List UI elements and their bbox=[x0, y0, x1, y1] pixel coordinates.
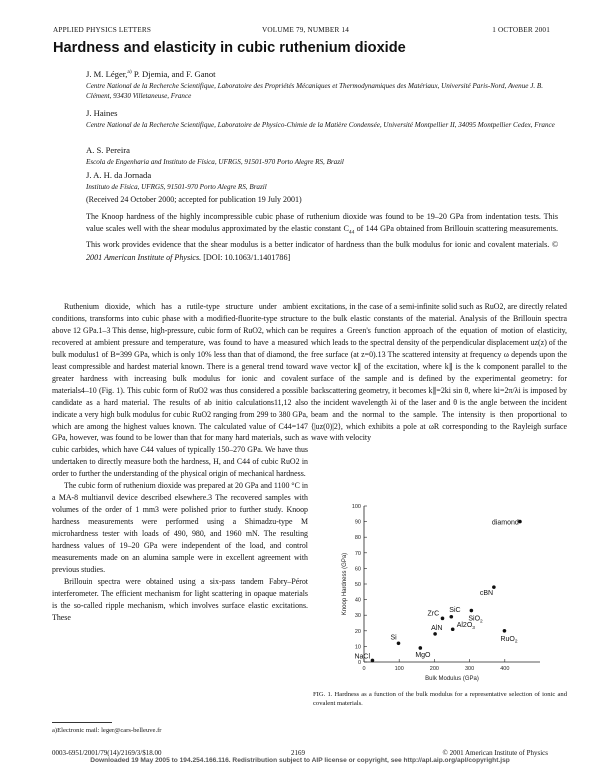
body-paragraph: excitations, in the case of a semi-infinite solid such as RuO2, are directly related to the bulk elastic constants of the material. Analysis of the Brillouin spectra requires a Green's function approach of the equation of motion of elasticity, which leads to the spectral density of the perpendicular displacement uz(z) of the free surface (at z=0).13 The scattered intensity at frequency ω depends upon the wave vector k∥ of the excitation, where k∥ is the k component parallel to the surface of the sample and is defined by the experimental geometry: for backscattering geometry, it becomes k∥=2ki sin θ, where ki=2π/λi is imposed by the incident wavelength λi of the laser and θ is the angle between the incident beam and the normal to the sample. The intensity is then proportional to ⟨|uz(0)|2⟩, which exhibits a pole at ωR corresponding to the Rayleigh surface wave with velocity bbox=[311, 302, 567, 443]
abstract-text-2: of 144 GPa obtained from Brillouin scattering measurements. This work provides evidence that the shear modulus is a better indicator of hardness than the bulk modulus for ionic and covalent materials. bbox=[86, 224, 558, 250]
data-point bbox=[441, 617, 445, 621]
x-tick-label: 300 bbox=[465, 666, 475, 672]
x-tick-label: 400 bbox=[500, 666, 510, 672]
x-tick-label: 100 bbox=[394, 666, 404, 672]
data-point-label: ZrC bbox=[427, 610, 440, 618]
author-line-3: A. S. Pereira bbox=[86, 145, 130, 155]
y-tick-label: 60 bbox=[354, 566, 361, 573]
y-tick-label: 70 bbox=[354, 550, 361, 557]
volume-number: VOLUME 79, NUMBER 14 bbox=[262, 26, 350, 34]
journal-name: APPLIED PHYSICS LETTERS bbox=[53, 26, 152, 34]
y-tick-label: 20 bbox=[354, 628, 361, 635]
y-tick-label: 0 bbox=[357, 660, 361, 666]
affiliation-2: Centre National de la Recherche Scientifique, Laboratoire de Physico-Chimie de la Matière Condensée, Université Montpellier II, 34095 Montpellier Cedex, France bbox=[86, 121, 555, 129]
figure-1-chart bbox=[330, 498, 560, 688]
data-point-label: AlN bbox=[431, 624, 443, 632]
y-tick-label: 90 bbox=[354, 519, 361, 526]
y-tick-label: 100 bbox=[351, 504, 361, 510]
data-point bbox=[371, 659, 375, 663]
author-names-rest: P. Djemia, and F. Ganot bbox=[131, 69, 216, 79]
abstract-copyright: © 2001 American Institute of Physics. bbox=[86, 240, 558, 262]
affiliation-3: Escola de Engenharia and Instituto de Física, UFRGS, 91501-970 Porto Alegre RS, Brazil bbox=[86, 158, 344, 166]
issue-date: 1 OCTOBER 2001 bbox=[492, 26, 550, 34]
body-paragraph: The cubic form of ruthenium dioxide was prepared at 20 GPa and 1100 °C in a MA-8 multianvil device described elsewhere.3 The recovered samples with volumes of the order of 1 mm3 were polished prior to further study. Knoop hardness measurements were performed using a Shimadzu-type M microhardness tester with loads of 490, 980, and 1960 mN. The resulting hardness values of 19–20 GPa were independent of the load, and control measurements made on an alumina sample were in excellent agreement with previous studies. bbox=[52, 481, 308, 574]
y-tick-label: 50 bbox=[354, 582, 361, 588]
issn-code: 0003-6951/2001/79(14)/2169/3/$18.00 bbox=[52, 749, 162, 757]
right-column bbox=[311, 301, 567, 444]
data-point-label: $Al2O_3$ bbox=[456, 622, 475, 632]
author-line-1 bbox=[86, 69, 216, 79]
y-tick-label: 10 bbox=[354, 644, 361, 651]
body-paragraph: Brillouin spectra were obtained using a six-pass tandem Fabry–Pérot interferometer. The efficient mechanism for light scattering in opaque materials is the so-called ripple mechanism, which involves surface elastic excitations. These bbox=[52, 576, 308, 622]
abstract-doi: [DOI: 10.1063/1.1401786] bbox=[201, 252, 291, 262]
figure-caption: FIG. 1. Hardness as a function of the bulk modulus for a representative selection of ionic and covalent materials. bbox=[313, 691, 567, 707]
y-tick-label: 40 bbox=[354, 597, 361, 604]
data-point-label: diamond bbox=[491, 519, 519, 527]
data-point bbox=[433, 632, 437, 636]
author-line-2: J. Haines bbox=[86, 108, 118, 118]
data-point-label: SiC bbox=[449, 606, 461, 614]
page-number: 2169 bbox=[291, 749, 305, 757]
data-point bbox=[470, 609, 474, 613]
data-point bbox=[449, 615, 453, 619]
data-point-label: cBN bbox=[479, 590, 494, 598]
download-notice: Downloaded 19 May 2005 to 194.254.166.116. Redistribution subject to AIP license or copyright, see http://apl.aip.org/apl/copyright.jsp bbox=[90, 757, 510, 764]
chart-plot-area bbox=[342, 504, 540, 682]
data-point-label: RuO$_2$ bbox=[500, 635, 518, 645]
data-point bbox=[451, 627, 455, 631]
affiliation-4: Instituto de Física, UFRGS, 91501-970 Porto Alegre RS, Brazil bbox=[86, 183, 267, 191]
affiliation-1: Centre National de la Recherche Scientifique, Laboratoire des Propriétés Mécaniques et Thermodynamiques des Matériaux, Université Paris-Nord, Avenue J. B. Clément, 93430 Villetaneuse, France bbox=[86, 82, 543, 101]
x-tick-label: 0 bbox=[362, 666, 366, 672]
abstract-subscript: 44 bbox=[348, 229, 355, 236]
data-point-label: NaCl bbox=[354, 653, 371, 661]
author-names: J. M. Léger, bbox=[86, 69, 128, 79]
y-tick-label: 30 bbox=[354, 613, 361, 620]
data-point bbox=[492, 585, 496, 589]
footnote: a)Electronic mail: leger@cars-belleuve.fr bbox=[52, 727, 162, 734]
y-tick-label: 80 bbox=[354, 535, 361, 542]
abstract-text-1: The Knoop hardness of the highly incompressible cubic phase of ruthenium dioxide was found to be 19–20 GPa from indentation tests. This value scales well with the shear modulus approximated by the elastic constant C bbox=[86, 212, 558, 234]
left-column bbox=[52, 301, 308, 624]
data-point bbox=[397, 641, 401, 645]
body-paragraph: Ruthenium dioxide, which has a rutile-type structure under ambient conditions, transforms into cubic phase with a modified-fluorite-type structure above 12 GPa.1–3 This dense, high-pressure, cubic form of RuO2, which can be recovered at ambient pressure and temperature, was found to have a measured bulk modulus1 of B=399 GPa, which is only 10% less than that of diamond, the least compressible and hardest material known. There is a general trend toward greater hardness with increasing bulk modulus for ionic and covalent materials4–10 (Fig. 1). This cubic form of RuO2 was thus considered a possible candidate as a hard material. The results of ab initio calculations11,12 also indicate a very high bulk modulus for cubic RuO2 ranging from 299 to 380 GPa, which are among the highest values known. The calculated value of C44=147 GPa, however, was found to be lower than that for many hard materials, such as cubic carbides, which have C44 values of typically 150–270 GPa. We have thus undertaken to directly measure both the hardness, H, and C44 of cubic RuO2 in order to further the understanding of the physical origin of mechanical hardness. bbox=[52, 302, 308, 479]
data-point bbox=[419, 646, 423, 650]
author-line-4: J. A. H. da Jornada bbox=[86, 170, 152, 180]
footer-copyright: © 2001 American Institute of Physics bbox=[442, 749, 548, 757]
paper-title: Hardness and elasticity in cubic ruthenium dioxide bbox=[53, 40, 406, 56]
data-point-label: MgO bbox=[415, 651, 431, 659]
data-point-label: SiO$_2$ bbox=[468, 615, 483, 625]
y-axis-label: Knoop Hardness (GPa) bbox=[342, 552, 348, 616]
data-point-label: Si bbox=[390, 634, 397, 642]
x-tick-label: 200 bbox=[429, 666, 439, 672]
received-dates: (Received 24 October 2000; accepted for publication 19 July 2001) bbox=[86, 195, 302, 204]
author-footnote-mark: a) bbox=[127, 69, 132, 76]
data-point bbox=[503, 629, 507, 633]
footnote-divider bbox=[52, 722, 112, 723]
abstract bbox=[86, 211, 558, 264]
x-axis-label: Bulk Modulus (GPa) bbox=[425, 676, 479, 682]
